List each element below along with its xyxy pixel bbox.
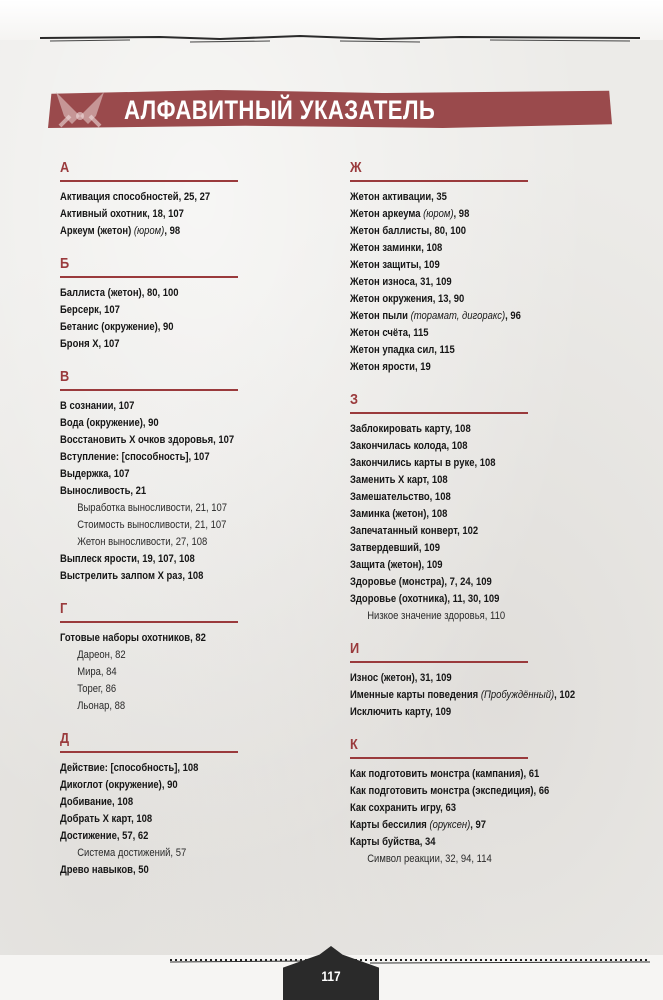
entry-pages: , 98 [453,208,470,220]
entry-text: Баллиста (жетон), 80, 100 [60,287,179,299]
index-entry [350,257,531,274]
page-number: 117 [321,968,341,984]
page-title: АЛФАВИТНЫЙ УКАЗАТЕЛЬ [124,95,436,125]
scratch-decoration-bottom [170,952,650,966]
entry-note: (юром) [423,208,454,220]
entry-text: Готовые наборы охотников, 82 [60,632,206,644]
entry-text: Именные карты поведения [350,689,481,701]
index-subentry [60,534,258,551]
entry-text: Жетон защиты, 109 [350,259,440,271]
section-divider [350,757,528,759]
index-entry [350,540,531,557]
entry-text: Карты бессилия [350,819,430,831]
index-entry [350,359,531,376]
entry-text: Жетон активации, 35 [350,191,447,203]
index-subentry [350,851,548,868]
entry-text: Здоровье (монстра), 7, 24, 109 [350,576,492,588]
section-divider [60,180,238,182]
entry-text: Дикоглот (окружение), 90 [60,779,178,791]
index-entry [350,557,531,574]
entry-pages: , 96 [505,310,521,322]
index-entry [350,308,531,325]
entry-text: Жетон износа, 31, 109 [350,276,452,288]
index-entry [60,432,241,449]
entry-text: Жетон заминки, 108 [350,242,443,254]
entry-text: Выносливость, 21 [60,485,147,497]
entry-note: (юром) [133,225,165,237]
entry-text: Вступление: [способность], 107 [60,451,210,463]
index-entry [350,240,531,257]
section-letter: Г [60,600,68,617]
entry-text: Мира, 84 [77,666,117,678]
entry-text: Защита (жетон), 109 [350,559,443,571]
index-column-left [60,158,238,893]
entry-text: Торег, 86 [77,683,117,695]
entry-text: Жетон пыли [350,310,411,322]
index-entry [60,223,241,240]
entry-text: Выдержка, 107 [60,468,130,480]
index-entry [350,766,540,783]
entry-text: Аркеум (жетон) [60,225,134,237]
index-entry [350,591,531,608]
index-entry [60,760,241,777]
entry-text: Активный охотник, 18, 107 [60,208,184,220]
section-divider [350,180,528,182]
crossed-weapons-icon [50,86,110,132]
entry-note: (торамат, дигоракс) [410,310,506,322]
entry-text: Жетон счёта, 115 [350,327,429,339]
section-divider [60,389,238,391]
index-entry [350,274,531,291]
index-section [60,367,238,585]
index-subentry [350,608,548,625]
index-entry [60,777,241,794]
index-entry [60,794,241,811]
index-entry [350,189,531,206]
index-subentry [60,664,258,681]
entry-text: Жетон окружения, 13, 90 [350,293,465,305]
index-entry [60,483,241,500]
entry-text: Выплеск ярости, 19, 107, 108 [60,553,195,565]
entry-text: Стоимость выносливости, 21, 107 [77,519,227,531]
section-divider [350,661,528,663]
index-entry [350,523,531,540]
index-entry [350,834,531,851]
index-entry [350,800,531,817]
index-subentry [60,647,258,664]
index-entry [350,421,531,438]
section-divider [350,412,528,414]
index-entry [350,704,531,721]
entry-text: Закончилась колода, 108 [350,440,468,452]
entry-text: Символ реакции, 32, 94, 114 [367,853,492,865]
entry-text: Льонар, 88 [77,700,126,712]
entry-text: Как подготовить монстра (кампания), 61 [350,768,540,780]
entry-text: Действие: [способность], 108 [60,762,199,774]
entry-text: Заминка (жетон), 108 [350,508,448,520]
index-entry [350,670,531,687]
index-entry [350,455,531,472]
entry-note: (Пробуждённый) [480,689,555,701]
index-section [350,158,528,376]
scratch-decoration [40,34,640,44]
entry-text: Выработка выносливости, 21, 107 [77,502,228,514]
entry-pages: , 97 [470,819,487,831]
entry-text: Выстрелить залпом X раз, 108 [60,570,204,582]
entry-text: Жетон баллисты, 80, 100 [350,225,467,237]
section-letter: З [350,391,358,408]
entry-text: Бетанис (окружение), 90 [60,321,174,333]
index-entry [350,438,531,455]
index-entry [60,302,241,319]
entry-text: Дареон, 82 [77,649,126,661]
index-section [350,390,528,625]
index-entry [350,291,531,308]
entry-text: Замешательство, 108 [350,491,451,503]
entry-text: Карты буйства, 34 [350,836,436,848]
entry-text: Восстановить X очков здоровья, 107 [60,434,235,446]
entry-text: Древо навыков, 50 [60,864,149,876]
entry-pages: , 98 [164,225,181,237]
index-entry [60,285,241,302]
index-entry [60,398,241,415]
entry-text: В сознании, 107 [60,400,135,412]
index-entry [350,206,531,223]
section-letter: В [60,368,70,385]
section-letter: И [350,640,360,657]
entry-text: Достижение, 57, 62 [60,830,149,842]
entry-text: Износ (жетон), 31, 109 [350,672,452,684]
entry-text: Заменить X карт, 108 [350,474,448,486]
index-subentry [60,698,258,715]
section-letter: А [60,159,70,176]
index-entry [60,449,241,466]
entry-text: Заблокировать карту, 108 [350,423,471,435]
entry-text: Жетон ярости, 19 [350,361,431,373]
index-entry [60,206,241,223]
entry-text: Добрать X карт, 108 [60,813,153,825]
index-entry [350,687,576,704]
entry-text: Здоровье (охотника), 11, 30, 109 [350,593,500,605]
entry-text: Низкое значение здоровья, 110 [367,610,506,622]
entry-text: Активация способностей, 25, 27 [60,191,211,203]
entry-text: Жетон аркеума [350,208,424,220]
index-section [350,639,576,721]
index-entry [60,551,241,568]
index-entry [60,466,241,483]
index-entry [350,223,531,240]
index-subentry [60,681,258,698]
index-section [60,158,238,240]
index-section [60,599,238,715]
entry-text: Как подготовить монстра (экспедиция), 66 [350,785,550,797]
section-divider [60,621,238,623]
section-letter: К [350,736,358,753]
index-entry [350,325,531,342]
index-entry [60,568,241,585]
index-entry [350,489,531,506]
section-letter: Д [60,730,70,747]
index-entry [60,319,241,336]
entry-text: Затвердевший, 109 [350,542,440,554]
index-entry [350,472,531,489]
entry-text: Закончились карты в руке, 108 [350,457,496,469]
entry-pages: , 102 [554,689,576,701]
section-letter: Ж [350,159,362,176]
index-section [60,729,238,879]
index-section [60,254,238,353]
section-divider [60,751,238,753]
section-divider [60,276,238,278]
index-subentry [60,845,258,862]
entry-text: Берсерк, 107 [60,304,120,316]
index-entry [350,342,531,359]
index-entry [350,506,531,523]
index-entry [350,574,531,591]
entry-text: Добивание, 108 [60,796,134,808]
index-entry [60,811,241,828]
entry-text: Как сохранить игру, 63 [350,802,456,814]
index-entry [60,862,241,879]
index-entry [60,630,241,647]
index-entry [350,817,531,834]
entry-text: Вода (окружение), 90 [60,417,159,429]
index-entry [60,828,241,845]
entry-text: Исключить карту, 109 [350,706,452,718]
index-subentry [60,500,258,517]
index-entry [60,189,241,206]
entry-text: Система достижений, 57 [77,847,187,859]
index-entry [60,415,241,432]
entry-text: Броня X, 107 [60,338,120,350]
section-letter: Б [60,255,70,272]
entry-text: Жетон выносливости, 27, 108 [77,536,208,548]
entry-text: Запечатанный конверт, 102 [350,525,479,537]
index-section [350,735,550,868]
index-entry [60,336,241,353]
entry-note: (оруксен) [429,819,471,831]
index-column-right [350,158,576,882]
entry-text: Жетон упадка сил, 115 [350,344,455,356]
index-entry [350,783,550,800]
index-subentry [60,517,258,534]
